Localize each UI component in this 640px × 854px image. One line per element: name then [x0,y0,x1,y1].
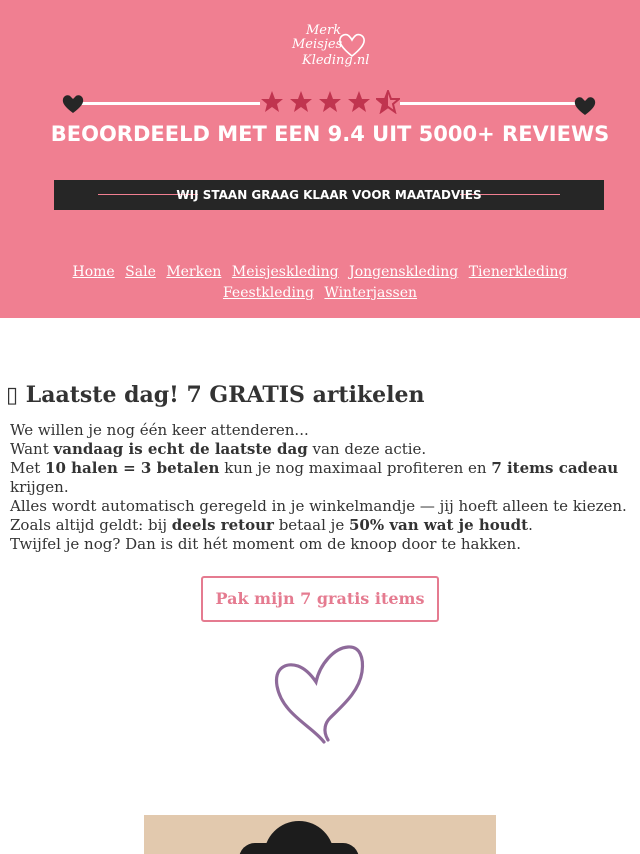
nav-link-feestkleding[interactable]: Feestkleding [222,285,314,301]
missing-glyph-icon: ▯ [6,382,19,408]
star-icon [289,90,313,114]
nav-link-jongenskleding[interactable]: Jongenskleding [349,264,459,280]
hat-brim-shape [239,843,359,854]
right-heart-icon [574,96,596,116]
header-banner [0,0,640,318]
promo-paragraph-2: Want vandaag is echt de laatste dag van deze actie. [10,440,427,458]
promo-paragraph-6: Twijfel je nog? Dan is dit hét moment om de knoop door te hakken. [10,535,521,553]
claim-free-items-button[interactable]: Pak mijn 7 gratis items [201,576,439,622]
promo-paragraph-1: We willen je nog één keer attenderen... [10,421,309,439]
left-heart-icon [62,94,84,114]
half-star-icon [376,90,400,114]
nav-link-home[interactable]: Home [72,264,115,280]
brand-logo[interactable]: Merk Meisjes Kleding.nl [292,23,370,68]
star-icon [260,90,284,114]
heart-icon [272,644,368,746]
nav-link-merken[interactable]: Merken [166,264,222,280]
size-advice-text: WIJ STAAN GRAAG KLAAR VOOR MAATADVIES [176,188,482,202]
main-navigation [20,262,620,304]
nav-link-sale[interactable]: Sale [125,264,156,280]
promo-paragraph-5: Zoals altijd geldt: bij deels retour betaal je 50% van wat je houdt. [10,516,533,534]
product-photo[interactable] [144,815,496,854]
rating-stars [260,90,400,116]
reviews-title: BEOORDEELD MET EEN 9.4 UIT 5000+ REVIEWS [50,122,610,146]
logo-heart-icon [338,32,366,58]
promo-paragraph-4: Alles wordt automatisch geregeld in je winkelmandje — jij hoeft alleen te kiezen. [10,497,627,515]
nav-link-meisjeskleding[interactable]: Meisjeskleding [231,264,339,280]
promo-title [6,382,425,408]
star-icon [347,90,371,114]
promo-paragraph-3: Met 10 halen = 3 betalen kun je nog maximaal profiteren en 7 items cadeau krijgen. [10,459,619,496]
size-advice-bar [54,180,604,210]
promo-body [10,421,630,554]
rating-row [60,90,600,116]
nav-link-winterjassen[interactable]: Winterjassen [324,285,418,301]
star-icon [318,90,342,114]
nav-link-tienerkleding[interactable]: Tienerkleding [468,264,568,280]
promo-title-text: Laatste dag! 7 GRATIS artikelen [25,382,425,408]
